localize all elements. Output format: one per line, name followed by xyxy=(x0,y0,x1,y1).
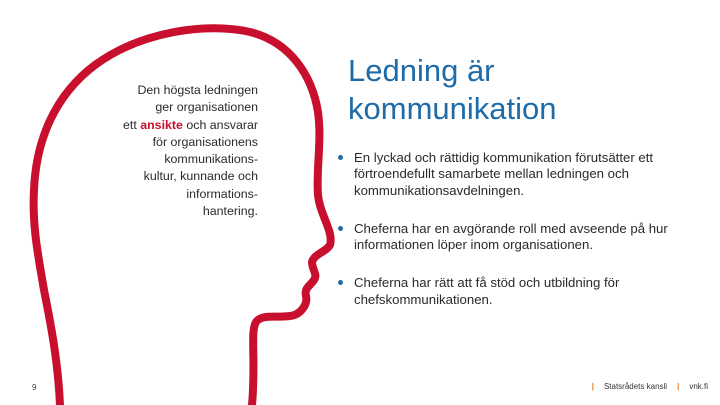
footer-website-link[interactable]: vnk.fi xyxy=(689,382,708,391)
bullet-dot-icon xyxy=(338,280,343,285)
head-line: för organisationens xyxy=(152,134,258,149)
bullet-text: Cheferna har rätt att få stöd och utbildning för chefskommunikationen. xyxy=(354,275,620,307)
slide-title xyxy=(348,52,678,128)
head-line: kultur, kunnande och xyxy=(143,169,258,184)
bullet-text: Cheferna har en avgörande roll med avseende på hur informationen löper inom organisationen. xyxy=(354,220,668,253)
head-line: informations- xyxy=(186,186,258,201)
page-number: 9 xyxy=(32,383,37,392)
bullet-list xyxy=(338,150,678,330)
head-line: ger organisationen xyxy=(155,100,258,115)
head-line: hantering. xyxy=(202,204,258,219)
head-line-accent xyxy=(70,117,258,134)
head-quote-text xyxy=(70,82,258,220)
accent-word: ansikte xyxy=(140,117,183,132)
footer-organization: Statsrådets kansli xyxy=(603,382,668,391)
head-line: kommunikations- xyxy=(164,152,258,167)
footer-separator: | xyxy=(591,382,594,391)
head-line: Den högsta ledningen xyxy=(137,83,258,97)
title-line: Ledning är xyxy=(348,53,495,88)
bullet-dot-icon xyxy=(338,226,343,231)
bullet-item xyxy=(338,275,678,308)
bullet-item xyxy=(338,221,678,254)
title-line: kommunikation xyxy=(348,91,557,126)
head-text-fragment: ett xyxy=(123,117,141,132)
bullet-dot-icon xyxy=(338,155,343,160)
bullet-text: En lyckad och rättidig kommunikation förutsätter ett förtroendefullt samarbete mellan ledningen och kommunikationsavdelningen. xyxy=(354,150,654,198)
head-text-fragment: och ansvarar xyxy=(182,117,258,132)
footer-separator: | xyxy=(677,382,680,391)
bullet-item xyxy=(338,150,678,199)
footer-bar xyxy=(592,382,708,391)
